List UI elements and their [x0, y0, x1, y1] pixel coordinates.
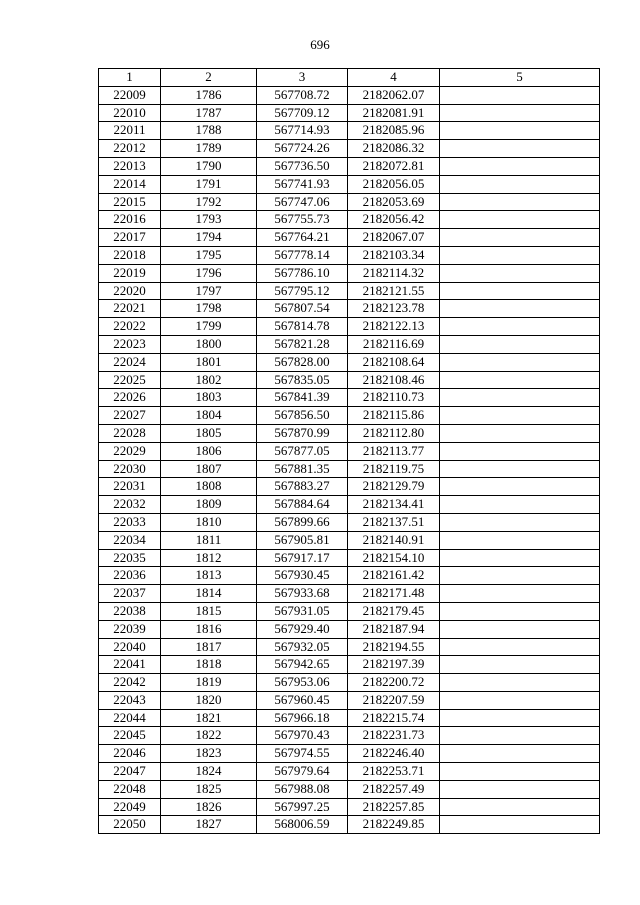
y-coordinate-cell: 2182115.86: [348, 407, 440, 425]
note-cell: [440, 460, 600, 478]
point-id-cell: 22033: [99, 513, 161, 531]
point-id-cell: 22023: [99, 335, 161, 353]
point-id-cell: 22047: [99, 763, 161, 781]
note-cell: [440, 691, 600, 709]
point-id-cell: 22018: [99, 246, 161, 264]
x-coordinate-cell: 567930.45: [257, 567, 348, 585]
x-coordinate-cell: 567931.05: [257, 602, 348, 620]
table-row: [99, 282, 600, 300]
number-cell: 1817: [161, 638, 257, 656]
number-cell: 1793: [161, 211, 257, 229]
table-row: [99, 122, 600, 140]
x-coordinate-cell: 567974.55: [257, 745, 348, 763]
table-row: [99, 620, 600, 638]
y-coordinate-cell: 2182134.41: [348, 496, 440, 514]
point-id-cell: 22049: [99, 798, 161, 816]
table-row: [99, 424, 600, 442]
y-coordinate-cell: 2182056.05: [348, 175, 440, 193]
point-id-cell: 22048: [99, 780, 161, 798]
x-coordinate-cell: 567828.00: [257, 353, 348, 371]
point-id-cell: 22017: [99, 229, 161, 247]
number-cell: 1810: [161, 513, 257, 531]
x-coordinate-cell: 567755.73: [257, 211, 348, 229]
x-coordinate-cell: 567942.65: [257, 656, 348, 674]
table-row: [99, 335, 600, 353]
y-coordinate-cell: 2182122.13: [348, 318, 440, 336]
table-row: [99, 496, 600, 514]
number-cell: 1794: [161, 229, 257, 247]
note-cell: [440, 567, 600, 585]
column-header-4: 4: [348, 69, 440, 87]
note-cell: [440, 638, 600, 656]
point-id-cell: 22026: [99, 389, 161, 407]
note-cell: [440, 620, 600, 638]
point-id-cell: 22043: [99, 691, 161, 709]
x-coordinate-cell: 567764.21: [257, 229, 348, 247]
table-row: [99, 371, 600, 389]
x-coordinate-cell: 567877.05: [257, 442, 348, 460]
point-id-cell: 22025: [99, 371, 161, 389]
table-row: [99, 798, 600, 816]
x-coordinate-cell: 567917.17: [257, 549, 348, 567]
number-cell: 1791: [161, 175, 257, 193]
number-cell: 1800: [161, 335, 257, 353]
y-coordinate-cell: 2182197.39: [348, 656, 440, 674]
y-coordinate-cell: 2182123.78: [348, 300, 440, 318]
number-cell: 1806: [161, 442, 257, 460]
x-coordinate-cell: 567709.12: [257, 104, 348, 122]
note-cell: [440, 602, 600, 620]
x-coordinate-cell: 567741.93: [257, 175, 348, 193]
note-cell: [440, 335, 600, 353]
number-cell: 1816: [161, 620, 257, 638]
number-cell: 1826: [161, 798, 257, 816]
y-coordinate-cell: 2182171.48: [348, 585, 440, 603]
note-cell: [440, 193, 600, 211]
number-cell: 1813: [161, 567, 257, 585]
number-cell: 1799: [161, 318, 257, 336]
page-number: 696: [310, 37, 330, 52]
number-cell: 1790: [161, 157, 257, 175]
y-coordinate-cell: 2182116.69: [348, 335, 440, 353]
table-row: [99, 407, 600, 425]
point-id-cell: 22031: [99, 478, 161, 496]
y-coordinate-cell: 2182140.91: [348, 531, 440, 549]
number-cell: 1818: [161, 656, 257, 674]
number-cell: 1792: [161, 193, 257, 211]
y-coordinate-cell: 2182113.77: [348, 442, 440, 460]
y-coordinate-cell: 2182103.34: [348, 246, 440, 264]
point-id-cell: 22011: [99, 122, 161, 140]
table-row: [99, 549, 600, 567]
note-cell: [440, 229, 600, 247]
y-coordinate-cell: 2182062.07: [348, 86, 440, 104]
x-coordinate-cell: 567747.06: [257, 193, 348, 211]
table-row: [99, 389, 600, 407]
number-cell: 1802: [161, 371, 257, 389]
note-cell: [440, 745, 600, 763]
note-cell: [440, 496, 600, 514]
y-coordinate-cell: 2182154.10: [348, 549, 440, 567]
y-coordinate-cell: 2182108.46: [348, 371, 440, 389]
table-row: [99, 531, 600, 549]
x-coordinate-cell: 567905.81: [257, 531, 348, 549]
point-id-cell: 22036: [99, 567, 161, 585]
y-coordinate-cell: 2182257.85: [348, 798, 440, 816]
point-id-cell: 22046: [99, 745, 161, 763]
x-coordinate-cell: 567841.39: [257, 389, 348, 407]
point-id-cell: 22044: [99, 709, 161, 727]
point-id-cell: 22024: [99, 353, 161, 371]
y-coordinate-cell: 2182231.73: [348, 727, 440, 745]
x-coordinate-cell: 567899.66: [257, 513, 348, 531]
x-coordinate-cell: 567884.64: [257, 496, 348, 514]
x-coordinate-cell: 567821.28: [257, 335, 348, 353]
table-row: [99, 585, 600, 603]
table-row: [99, 567, 600, 585]
note-cell: [440, 727, 600, 745]
x-coordinate-cell: 567970.43: [257, 727, 348, 745]
point-id-cell: 22012: [99, 140, 161, 158]
number-cell: 1788: [161, 122, 257, 140]
number-cell: 1821: [161, 709, 257, 727]
x-coordinate-cell: 567736.50: [257, 157, 348, 175]
note-cell: [440, 424, 600, 442]
note-cell: [440, 389, 600, 407]
table-row: [99, 157, 600, 175]
note-cell: [440, 531, 600, 549]
number-cell: 1823: [161, 745, 257, 763]
note-cell: [440, 318, 600, 336]
note-cell: [440, 780, 600, 798]
note-cell: [440, 442, 600, 460]
x-coordinate-cell: 567883.27: [257, 478, 348, 496]
x-coordinate-cell: 567786.10: [257, 264, 348, 282]
note-cell: [440, 175, 600, 193]
y-coordinate-cell: 2182085.96: [348, 122, 440, 140]
y-coordinate-cell: 2182207.59: [348, 691, 440, 709]
y-coordinate-cell: 2182161.42: [348, 567, 440, 585]
point-id-cell: 22021: [99, 300, 161, 318]
point-id-cell: 22041: [99, 656, 161, 674]
note-cell: [440, 282, 600, 300]
x-coordinate-cell: 567807.54: [257, 300, 348, 318]
table-row: [99, 300, 600, 318]
note-cell: [440, 140, 600, 158]
table-row: [99, 104, 600, 122]
number-cell: 1827: [161, 816, 257, 834]
x-coordinate-cell: 567997.25: [257, 798, 348, 816]
note-cell: [440, 157, 600, 175]
x-coordinate-cell: 567714.93: [257, 122, 348, 140]
table-row: [99, 193, 600, 211]
table-row: [99, 656, 600, 674]
x-coordinate-cell: 567881.35: [257, 460, 348, 478]
point-id-cell: 22010: [99, 104, 161, 122]
x-coordinate-cell: 568006.59: [257, 816, 348, 834]
table-row: [99, 318, 600, 336]
note-cell: [440, 674, 600, 692]
point-id-cell: 22022: [99, 318, 161, 336]
y-coordinate-cell: 2182119.75: [348, 460, 440, 478]
number-cell: 1805: [161, 424, 257, 442]
point-id-cell: 22020: [99, 282, 161, 300]
point-id-cell: 22038: [99, 602, 161, 620]
y-coordinate-cell: 2182110.73: [348, 389, 440, 407]
column-header-2: 2: [161, 69, 257, 87]
table-row: [99, 638, 600, 656]
number-cell: 1798: [161, 300, 257, 318]
table-row: [99, 442, 600, 460]
y-coordinate-cell: 2182194.55: [348, 638, 440, 656]
y-coordinate-cell: 2182081.91: [348, 104, 440, 122]
point-id-cell: 22028: [99, 424, 161, 442]
point-id-cell: 22030: [99, 460, 161, 478]
point-id-cell: 22037: [99, 585, 161, 603]
point-id-cell: 22050: [99, 816, 161, 834]
table-row: [99, 140, 600, 158]
number-cell: 1819: [161, 674, 257, 692]
point-id-cell: 22029: [99, 442, 161, 460]
y-coordinate-cell: 2182253.71: [348, 763, 440, 781]
table-row: [99, 175, 600, 193]
point-id-cell: 22035: [99, 549, 161, 567]
x-coordinate-cell: 567966.18: [257, 709, 348, 727]
point-id-cell: 22032: [99, 496, 161, 514]
point-id-cell: 22027: [99, 407, 161, 425]
point-id-cell: 22040: [99, 638, 161, 656]
number-cell: 1801: [161, 353, 257, 371]
number-cell: 1808: [161, 478, 257, 496]
number-cell: 1789: [161, 140, 257, 158]
y-coordinate-cell: 2182114.32: [348, 264, 440, 282]
x-coordinate-cell: 567778.14: [257, 246, 348, 264]
note-cell: [440, 549, 600, 567]
table-row: [99, 727, 600, 745]
x-coordinate-cell: 567953.06: [257, 674, 348, 692]
note-cell: [440, 513, 600, 531]
y-coordinate-cell: 2182246.40: [348, 745, 440, 763]
y-coordinate-cell: 2182215.74: [348, 709, 440, 727]
table-header-row: [99, 69, 600, 87]
y-coordinate-cell: 2182086.32: [348, 140, 440, 158]
note-cell: [440, 246, 600, 264]
table-row: [99, 709, 600, 727]
y-coordinate-cell: 2182067.07: [348, 229, 440, 247]
number-cell: 1822: [161, 727, 257, 745]
table-row: [99, 460, 600, 478]
table-row: [99, 763, 600, 781]
point-id-cell: 22014: [99, 175, 161, 193]
number-cell: 1795: [161, 246, 257, 264]
x-coordinate-cell: 567929.40: [257, 620, 348, 638]
point-id-cell: 22019: [99, 264, 161, 282]
x-coordinate-cell: 567724.26: [257, 140, 348, 158]
point-id-cell: 22034: [99, 531, 161, 549]
y-coordinate-cell: 2182179.45: [348, 602, 440, 620]
x-coordinate-cell: 567960.45: [257, 691, 348, 709]
y-coordinate-cell: 2182108.64: [348, 353, 440, 371]
number-cell: 1812: [161, 549, 257, 567]
number-cell: 1825: [161, 780, 257, 798]
number-cell: 1797: [161, 282, 257, 300]
table-row: [99, 745, 600, 763]
point-id-cell: 22042: [99, 674, 161, 692]
y-coordinate-cell: 2182257.49: [348, 780, 440, 798]
table-row: [99, 513, 600, 531]
number-cell: 1804: [161, 407, 257, 425]
number-cell: 1786: [161, 86, 257, 104]
table-row: [99, 211, 600, 229]
note-cell: [440, 763, 600, 781]
y-coordinate-cell: 2182072.81: [348, 157, 440, 175]
y-coordinate-cell: 2182056.42: [348, 211, 440, 229]
table-row: [99, 246, 600, 264]
x-coordinate-cell: 567856.50: [257, 407, 348, 425]
column-header-3: 3: [257, 69, 348, 87]
y-coordinate-cell: 2182112.80: [348, 424, 440, 442]
point-id-cell: 22009: [99, 86, 161, 104]
note-cell: [440, 211, 600, 229]
number-cell: 1787: [161, 104, 257, 122]
table-row: [99, 674, 600, 692]
table-row: [99, 353, 600, 371]
x-coordinate-cell: 567933.68: [257, 585, 348, 603]
note-cell: [440, 353, 600, 371]
table-row: [99, 478, 600, 496]
table-row: [99, 780, 600, 798]
point-id-cell: 22045: [99, 727, 161, 745]
number-cell: 1796: [161, 264, 257, 282]
y-coordinate-cell: 2182137.51: [348, 513, 440, 531]
table-row: [99, 229, 600, 247]
x-coordinate-cell: 567708.72: [257, 86, 348, 104]
table-body: [99, 86, 600, 833]
note-cell: [440, 300, 600, 318]
note-cell: [440, 264, 600, 282]
x-coordinate-cell: 567988.08: [257, 780, 348, 798]
number-cell: 1814: [161, 585, 257, 603]
note-cell: [440, 656, 600, 674]
column-header-1: 1: [99, 69, 161, 87]
y-coordinate-cell: 2182129.79: [348, 478, 440, 496]
y-coordinate-cell: 2182200.72: [348, 674, 440, 692]
note-cell: [440, 86, 600, 104]
column-header-5: 5: [440, 69, 600, 87]
note-cell: [440, 798, 600, 816]
x-coordinate-cell: 567814.78: [257, 318, 348, 336]
number-cell: 1824: [161, 763, 257, 781]
number-cell: 1807: [161, 460, 257, 478]
coordinates-table: [98, 68, 600, 834]
y-coordinate-cell: 2182249.85: [348, 816, 440, 834]
x-coordinate-cell: 567979.64: [257, 763, 348, 781]
x-coordinate-cell: 567870.99: [257, 424, 348, 442]
number-cell: 1803: [161, 389, 257, 407]
note-cell: [440, 709, 600, 727]
note-cell: [440, 478, 600, 496]
note-cell: [440, 122, 600, 140]
table-row: [99, 86, 600, 104]
x-coordinate-cell: 567835.05: [257, 371, 348, 389]
table-row: [99, 816, 600, 834]
point-id-cell: 22039: [99, 620, 161, 638]
table-row: [99, 691, 600, 709]
point-id-cell: 22013: [99, 157, 161, 175]
point-id-cell: 22016: [99, 211, 161, 229]
point-id-cell: 22015: [99, 193, 161, 211]
number-cell: 1815: [161, 602, 257, 620]
y-coordinate-cell: 2182053.69: [348, 193, 440, 211]
table-row: [99, 602, 600, 620]
number-cell: 1811: [161, 531, 257, 549]
x-coordinate-cell: 567795.12: [257, 282, 348, 300]
x-coordinate-cell: 567932.05: [257, 638, 348, 656]
note-cell: [440, 585, 600, 603]
table-row: [99, 264, 600, 282]
number-cell: 1820: [161, 691, 257, 709]
note-cell: [440, 407, 600, 425]
y-coordinate-cell: 2182121.55: [348, 282, 440, 300]
note-cell: [440, 104, 600, 122]
note-cell: [440, 371, 600, 389]
y-coordinate-cell: 2182187.94: [348, 620, 440, 638]
number-cell: 1809: [161, 496, 257, 514]
note-cell: [440, 816, 600, 834]
